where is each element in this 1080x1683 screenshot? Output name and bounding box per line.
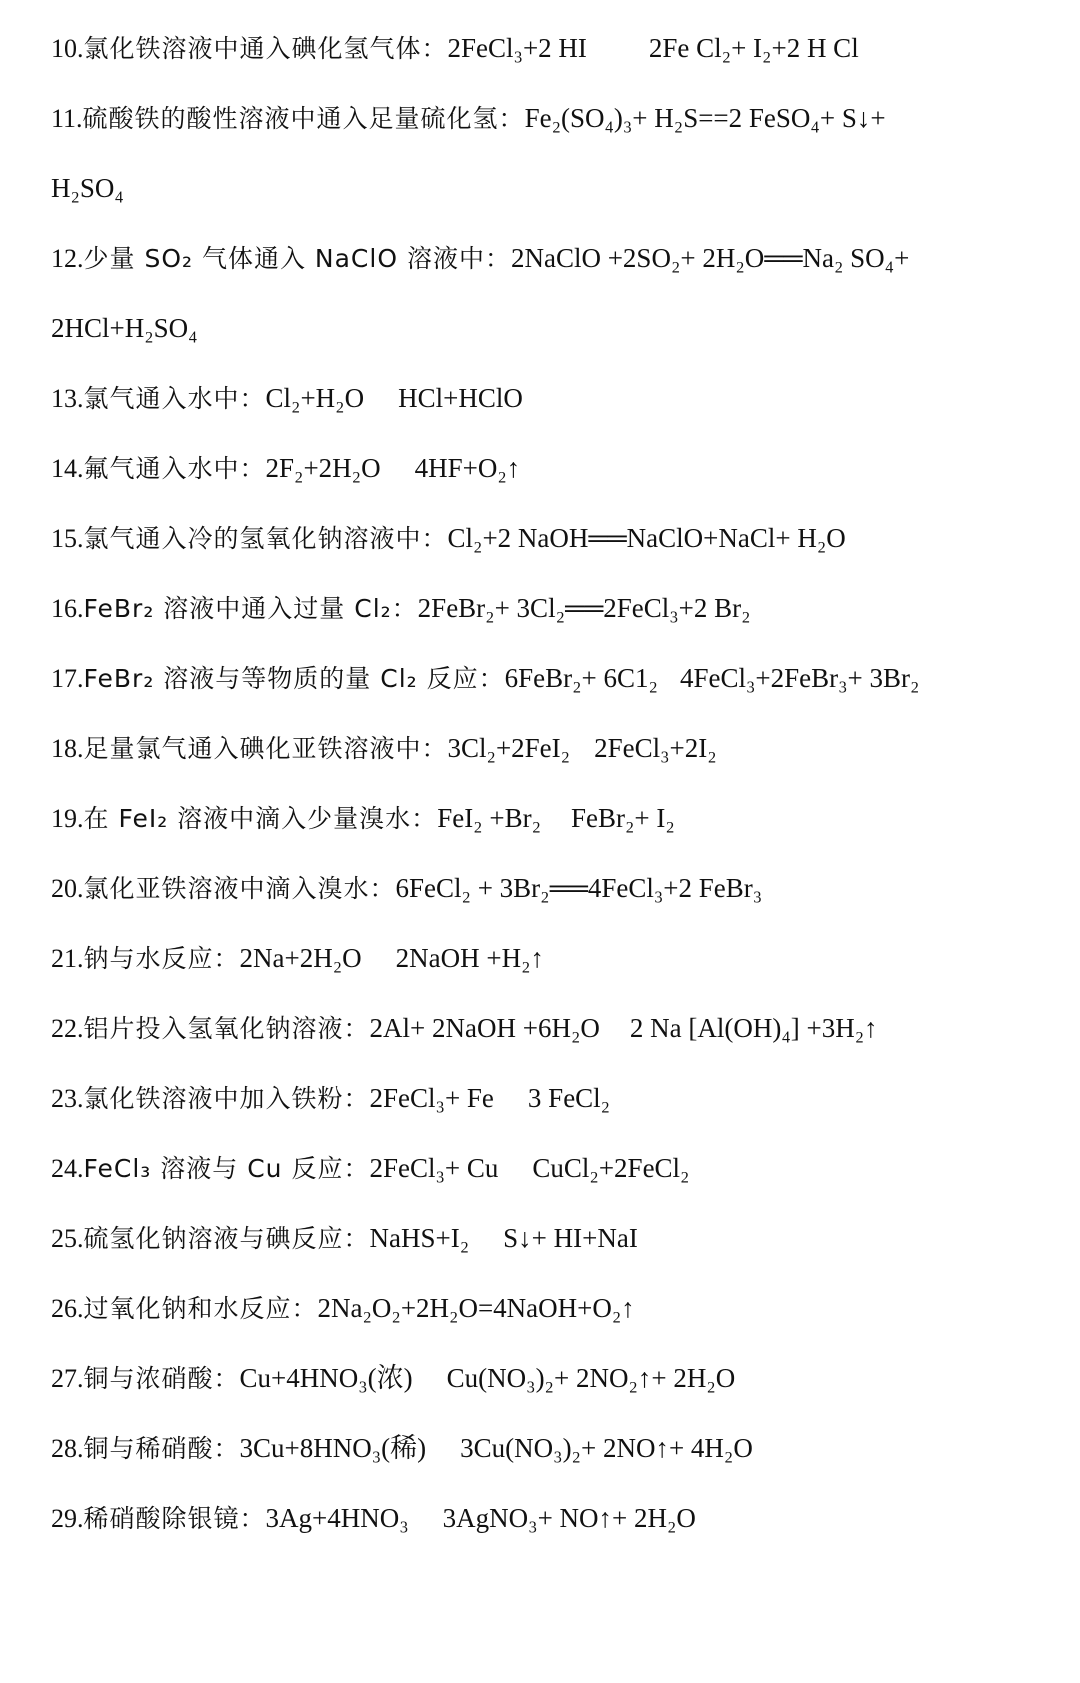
equation-line-12 — [51, 238, 909, 278]
reaction-description: 过氧化钠和水反应： — [83, 1294, 318, 1323]
equation-line-19 — [51, 798, 675, 838]
line-number: 22. — [51, 1014, 84, 1043]
equation-products: 3AgNO₃+ NO↑+ 2H₂O — [442, 1503, 696, 1533]
equation-continuation: 2HCl+H₂SO₄ — [51, 313, 198, 343]
line-number: 24. — [51, 1154, 84, 1183]
equation-line-10 — [51, 28, 859, 68]
line-number: 29. — [51, 1504, 84, 1533]
equation-reactants: 3Ag+4HNO₃ — [265, 1503, 409, 1533]
equation-products: S↓+ HI+NaI — [503, 1223, 638, 1253]
equation-reactants: 2FeCl₃+2 HI — [447, 33, 587, 63]
line-number: 12. — [51, 244, 84, 273]
line-number: 16. — [51, 594, 84, 623]
equation-reactants: Cu+4HNO₃(浓) — [239, 1363, 413, 1393]
equation-reactants: 2Na+2H₂O — [239, 943, 362, 973]
equation-products: 3Cu(NO₃)₂+ 2NO↑+ 4H₂O — [460, 1433, 753, 1463]
line-number: 18. — [51, 734, 84, 763]
line-number: 19. — [51, 804, 84, 833]
reaction-description: 氟气通入水中： — [83, 454, 266, 483]
equation-line-23 — [51, 1078, 610, 1118]
equation-reactants: Fe₂(SO₄)₃+ H₂S==2 FeSO₄+ S↓+ — [524, 103, 886, 133]
equation-line-18 — [51, 728, 717, 768]
equation-line-21 — [51, 938, 544, 978]
equation-line-11 — [51, 98, 886, 138]
equation-line-14 — [51, 448, 520, 488]
reaction-description: 氯气通入冷的氢氧化钠溶液中： — [83, 524, 448, 553]
equation-line-20 — [51, 868, 762, 908]
equation-line-27 — [51, 1358, 735, 1398]
equation-line-29 — [51, 1498, 696, 1538]
line-number: 23. — [51, 1084, 84, 1113]
line-number: 15. — [51, 524, 84, 553]
line-number: 21. — [51, 944, 84, 973]
equation-reactants: FeI₂ +Br₂ — [437, 803, 541, 833]
line-number: 14. — [51, 454, 84, 483]
equation-line-11-continued — [51, 168, 124, 208]
equation-reactants: 2F₂+2H₂O — [265, 453, 381, 483]
reaction-description: 氯化亚铁溶液中滴入溴水： — [83, 874, 396, 903]
equation-products: HCl+HClO — [398, 383, 523, 413]
line-number: 10. — [51, 34, 84, 63]
reaction-description: FeBr₂ 溶液与等物质的量 Cl₂ 反应： — [83, 664, 505, 693]
reaction-description: 硫氢化钠溶液与碘反应： — [83, 1224, 370, 1253]
equation-reactants: 6FeBr₂+ 6C1₂ — [504, 663, 658, 693]
line-number: 26. — [51, 1294, 84, 1323]
equation-line-22 — [51, 1008, 878, 1048]
equation-reactants: NaHS+I₂ — [369, 1223, 470, 1253]
equation-reactants: 2NaClO +2SO₂+ 2H₂O══Na₂ SO₄+ — [510, 243, 910, 273]
equation-reactants: 3Cu+8HNO₃(稀) — [239, 1433, 427, 1463]
reaction-description: 铜与稀硝酸： — [83, 1434, 240, 1463]
reaction-description: 铝片投入氢氧化钠溶液： — [83, 1014, 370, 1043]
equation-continuation: H₂SO₄ — [51, 173, 124, 203]
reaction-description: 氯化铁溶液中加入铁粉： — [83, 1084, 370, 1113]
equation-products: 2NaOH +H₂↑ — [395, 943, 545, 973]
line-number: 25. — [51, 1224, 84, 1253]
equation-products: CuCl₂+2FeCl₂ — [532, 1153, 690, 1183]
reaction-description: 足量氯气通入碘化亚铁溶液中： — [83, 734, 448, 763]
reaction-description: 氯化铁溶液中通入碘化氢气体： — [83, 34, 448, 63]
equation-products: 4FeCl₃+2FeBr₃+ 3Br₂ — [679, 663, 920, 693]
equation-full: Cl₂+2 NaOH══NaClO+NaCl+ H₂O — [447, 523, 846, 553]
equation-products: Cu(NO₃)₂+ 2NO₂↑+ 2H₂O — [446, 1363, 736, 1393]
reaction-description: FeCl₃ 溶液与 Cu 反应： — [83, 1154, 370, 1183]
equation-line-28 — [51, 1428, 753, 1468]
equation-products: 2Fe Cl₂+ I₂+2 H Cl — [648, 33, 859, 63]
equation-products: 2FeCl₃+2I₂ — [594, 733, 717, 763]
equation-line-17 — [51, 658, 919, 698]
equation-products: 2 Na [Al(OH)₄] +3H₂↑ — [629, 1013, 878, 1043]
reaction-description: 氯气通入水中： — [83, 384, 266, 413]
equation-products: 3 FeCl₂ — [527, 1083, 611, 1113]
line-number: 28. — [51, 1434, 84, 1463]
reaction-description: 硫酸铁的酸性溶液中通入足量硫化氢： — [82, 104, 525, 133]
reaction-description: 稀硝酸除银镜： — [83, 1504, 266, 1533]
equation-line-13 — [51, 378, 523, 418]
equation-reactants: Cl₂+H₂O — [265, 383, 365, 413]
equation-reactants: 2Al+ 2NaOH +6H₂O — [369, 1013, 600, 1043]
reaction-description: 钠与水反应： — [83, 944, 240, 973]
equation-reactants: 2FeCl₃+ Cu — [369, 1153, 499, 1183]
line-number: 17. — [51, 664, 84, 693]
reaction-description: FeBr₂ 溶液中通入过量 Cl₂： — [83, 594, 418, 623]
equation-full: 6FeCl₂ + 3Br₂══4FeCl₃+2 FeBr₃ — [395, 873, 763, 903]
reaction-description: 在 FeI₂ 溶液中滴入少量溴水： — [83, 804, 438, 833]
reaction-description: 少量 SO₂ 气体通入 NaClO 溶液中： — [83, 244, 511, 273]
equation-line-12-continued — [51, 308, 198, 348]
equation-products: FeBr₂+ I₂ — [570, 803, 675, 833]
equation-full: 2FeBr₂+ 3Cl₂══2FeCl₃+2 Br₂ — [417, 593, 751, 623]
line-number: 27. — [51, 1364, 84, 1393]
equation-line-25 — [51, 1218, 638, 1258]
equation-full: 2Na₂O₂+2H₂O=4NaOH+O₂↑ — [317, 1293, 635, 1323]
line-number: 13. — [51, 384, 84, 413]
equation-line-24 — [51, 1148, 689, 1188]
equation-line-15 — [51, 518, 846, 558]
line-number: 11. — [51, 104, 83, 133]
reaction-description: 铜与浓硝酸： — [83, 1364, 240, 1393]
equation-line-16 — [51, 588, 751, 628]
equation-reactants: 3Cl₂+2FeI₂ — [447, 733, 571, 763]
equation-products: 4HF+O₂↑ — [414, 453, 521, 483]
line-number: 20. — [51, 874, 84, 903]
equation-line-26 — [51, 1288, 635, 1328]
equation-reactants: 2FeCl₃+ Fe — [369, 1083, 494, 1113]
